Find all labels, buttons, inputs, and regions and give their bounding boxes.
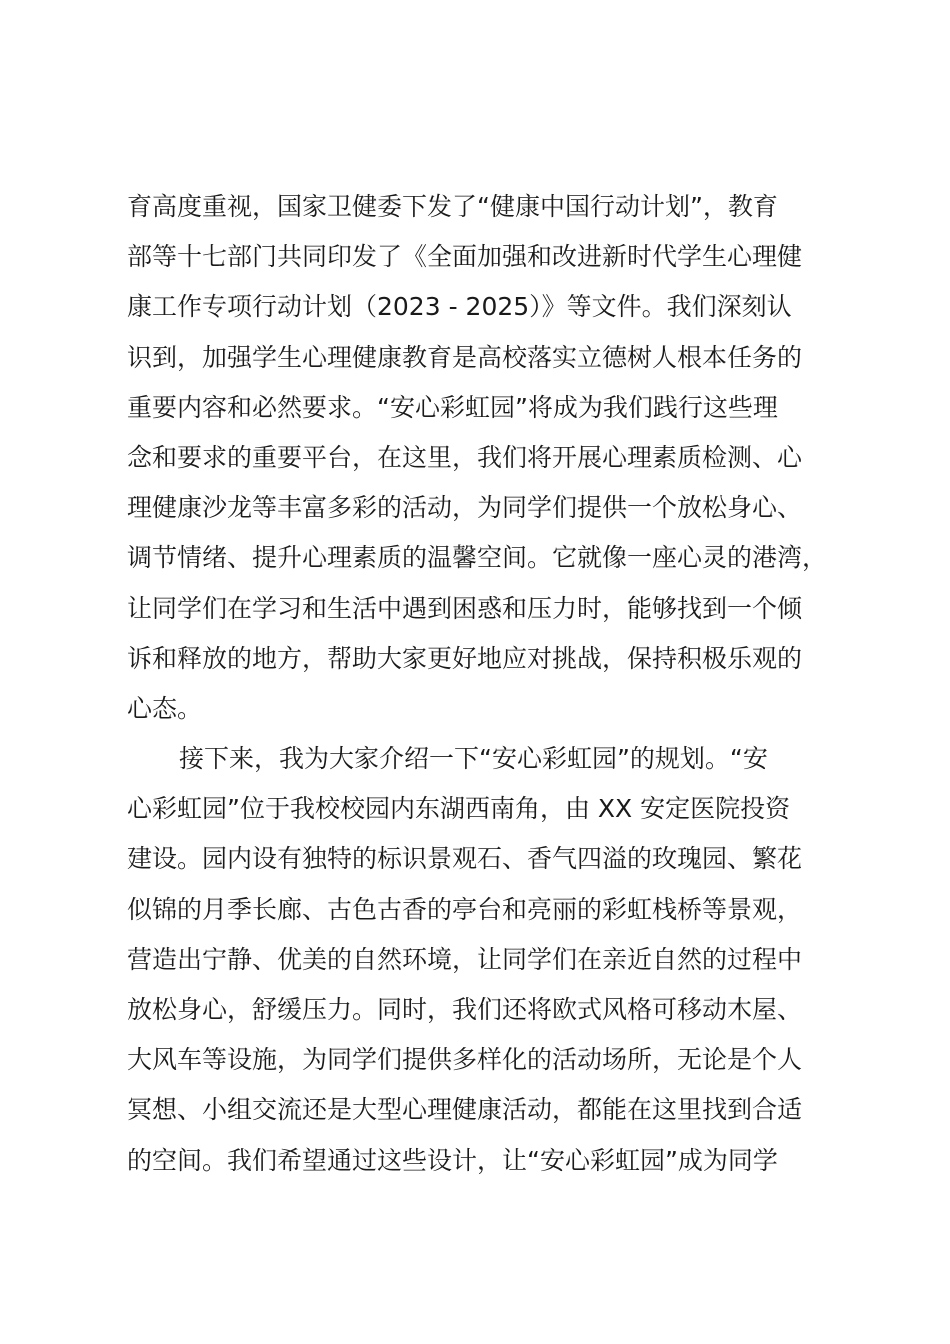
- paragraph-1-line: 诉和释放的地方，帮助大家更好地应对挑战，保持积极乐观的: [127, 643, 803, 673]
- paragraph-1-line: 让同学们在学习和生活中遇到困惑和压力时，能够找到一个倾: [127, 593, 803, 623]
- paragraph-1-line: 康工作专项行动计划（2023 - 2025）》等文件。我们深刻认: [127, 292, 792, 322]
- paragraph-1-line: 调节情绪、提升心理素质的温馨空间。它就像一座心灵的港湾，: [127, 543, 828, 573]
- paragraph-1-line: 部等十七部门共同印发了《全面加强和改进新时代学生心理健: [127, 242, 803, 272]
- paragraph-2-line: 营造出宁静、优美的自然环境，让同学们在亲近自然的过程中: [127, 944, 803, 974]
- body-text: [127, 182, 847, 1186]
- paragraph-2-line: 建设。园内设有独特的标识景观石、香气四溢的玫瑰园、繁花: [127, 844, 803, 874]
- paragraph-2-first-line: 接下来，我为大家介绍一下“安心彩虹园”的规划。“安: [179, 744, 768, 774]
- paragraph-1-line: 重要内容和必然要求。“安心彩虹园”将成为我们践行这些理: [127, 392, 778, 422]
- paragraph-2-line: 放松身心，舒缓压力。同时，我们还将欧式风格可移动木屋、: [127, 995, 803, 1024]
- paragraph-2-line: 似锦的月季长廊、古色古香的亭台和亮丽的彩虹栈桥等景观，: [127, 894, 803, 924]
- paragraph-2-line: 心彩虹园”位于我校校园内东湖西南角，由 XX 安定医院投资: [127, 794, 791, 824]
- paragraph-2-line: 冥想、小组交流还是大型心理健康活动，都能在这里找到合适: [127, 1095, 803, 1125]
- paragraph-1-line: 识到，加强学生心理健康教育是高校落实立德树人根本任务的: [127, 342, 803, 372]
- paragraph-1-line: 理健康沙龙等丰富多彩的活动，为同学们提供一个放松身心、: [127, 493, 803, 523]
- paragraph-1-line: 心态。: [127, 693, 203, 723]
- paragraph-2-line: 大风车等设施，为同学们提供多样化的活动场所，无论是个人: [127, 1045, 803, 1075]
- paragraph-1-line: 育高度重视，国家卫健委下发了“健康中国行动计划”，教育: [127, 192, 778, 221]
- paragraph-2-line: 的空间。我们希望通过这些设计，让“安心彩虹园”成为同学: [127, 1145, 778, 1175]
- paragraph-1-line: 念和要求的重要平台，在这里，我们将开展心理素质检测、心: [127, 442, 803, 472]
